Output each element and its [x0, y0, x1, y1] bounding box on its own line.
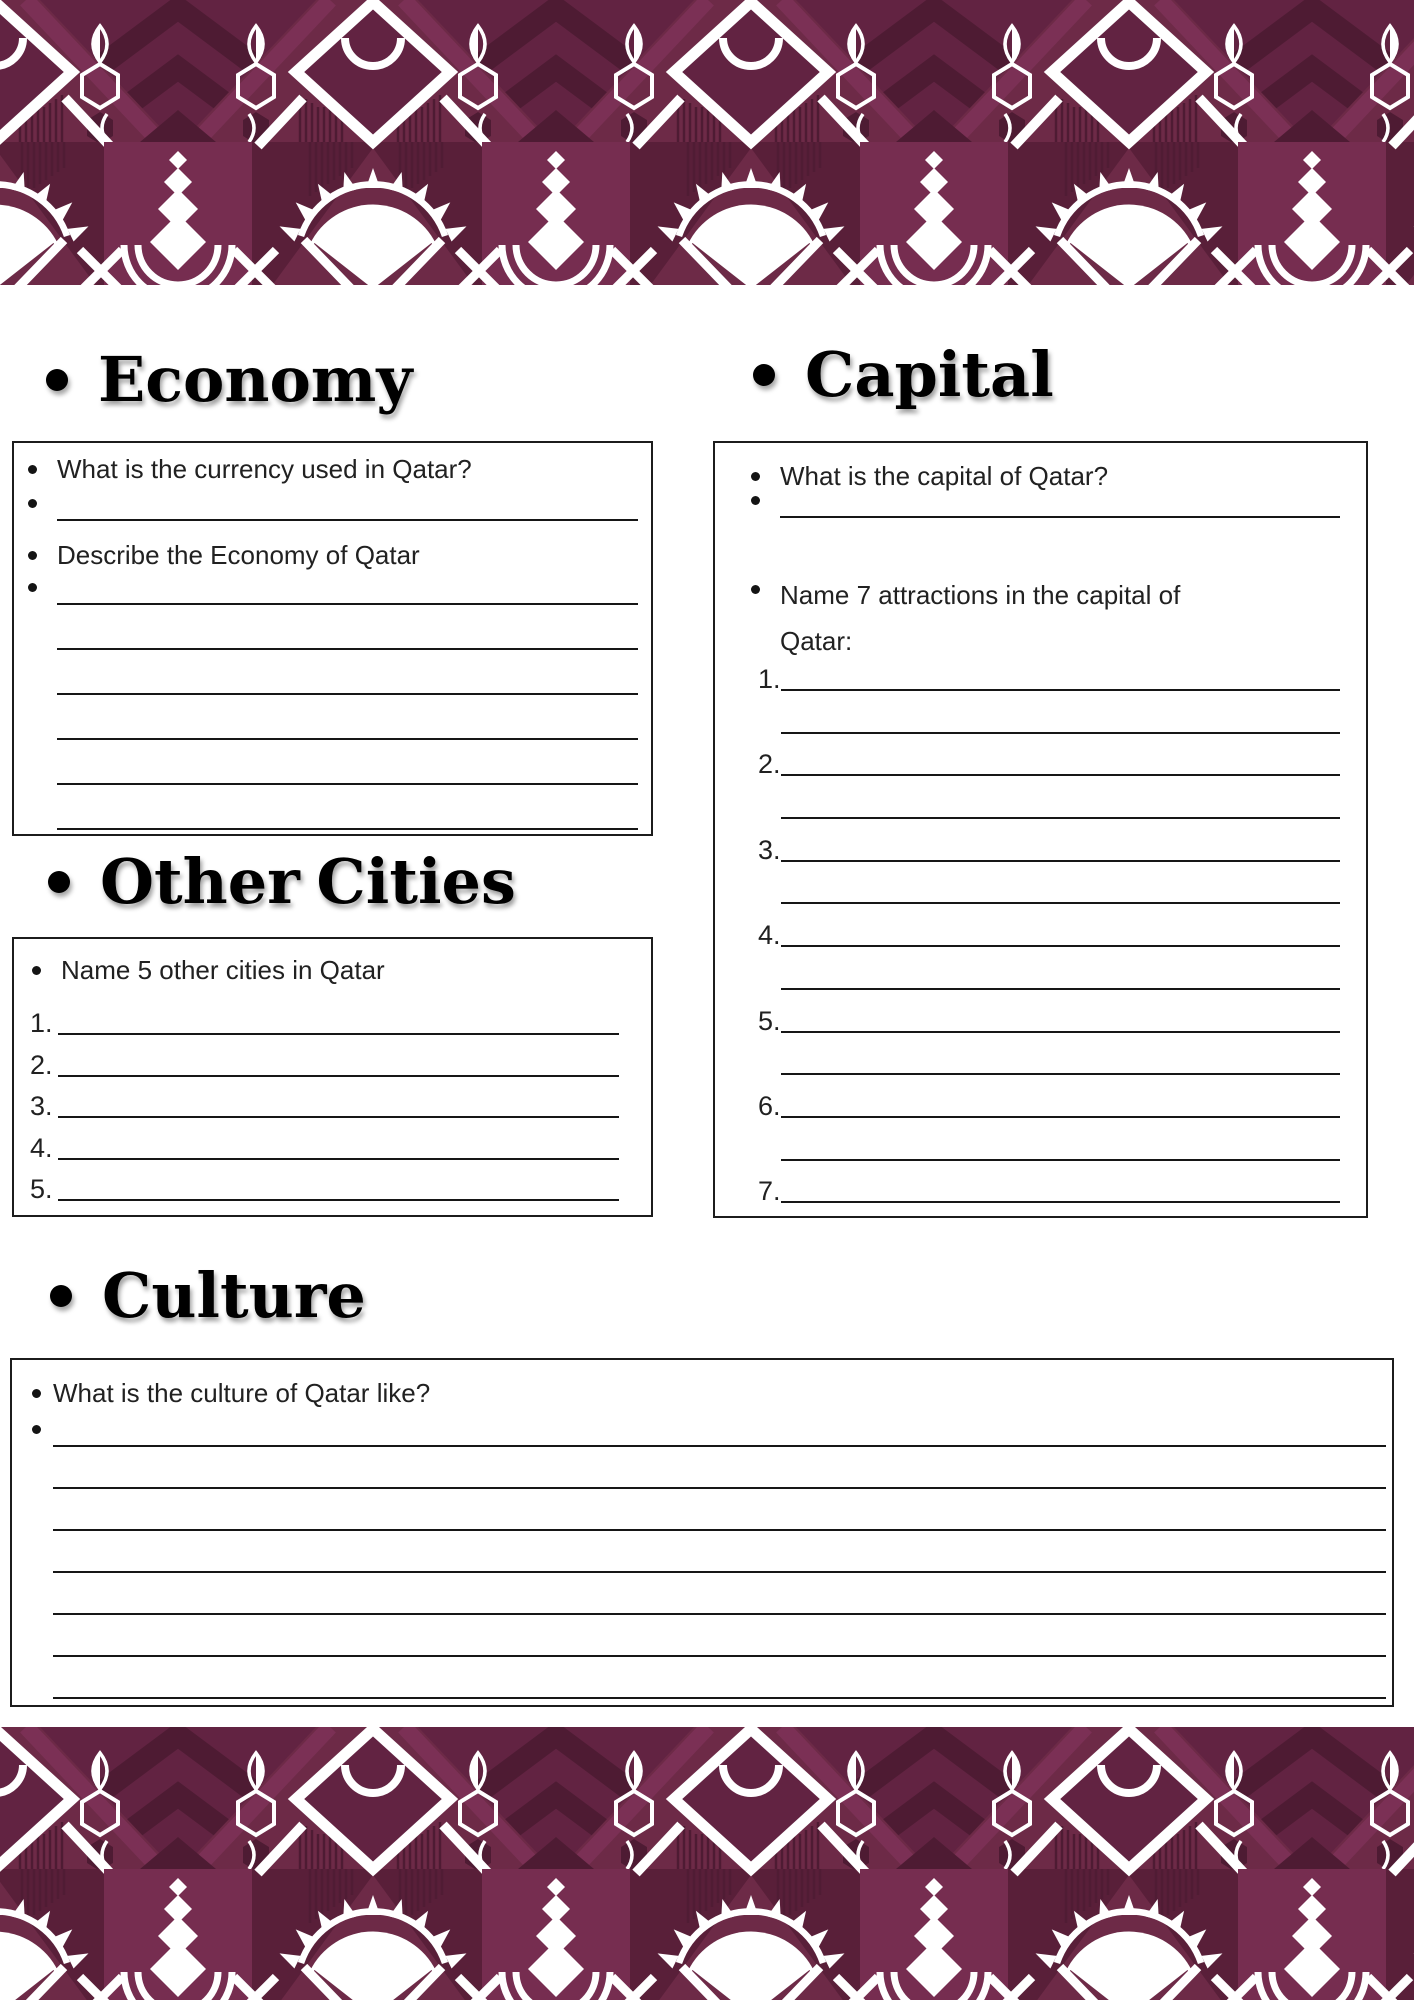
- heading-bullet-icon: [46, 369, 68, 391]
- answer-line: [57, 740, 638, 785]
- bullet-icon: [28, 499, 37, 508]
- bullet-icon: [751, 585, 760, 594]
- city-item-row: [28, 1035, 619, 1080]
- spacer: [741, 518, 1340, 554]
- economy-heading-text: Economy: [98, 343, 413, 416]
- economy-currency-question: What is the currency used in Qatar?: [28, 452, 638, 486]
- answer-line: [53, 1445, 1386, 1447]
- item-number: 6.: [758, 1090, 781, 1121]
- heading-bullet-icon: [753, 364, 775, 386]
- answer-line: [58, 1199, 619, 1201]
- culture-heading-text: Culture: [102, 1259, 366, 1332]
- attraction-item-row: [741, 819, 1340, 865]
- capital-heading-text: Capital: [805, 338, 1054, 411]
- city-item-row: [28, 1160, 619, 1202]
- item-number: 2.: [758, 749, 781, 780]
- item-number: 5.: [758, 1005, 781, 1036]
- bullet-icon: [28, 551, 37, 560]
- answer-blank-row: [28, 486, 638, 521]
- city-item-row: [28, 1077, 619, 1119]
- continuation-line-row: [741, 1118, 1340, 1161]
- city-item-row: [28, 995, 619, 1038]
- continuation-line-row: [741, 776, 1340, 819]
- answer-line: [53, 1531, 1386, 1573]
- attraction-item-row: [741, 734, 1340, 780]
- economy-box: [12, 441, 653, 836]
- capital-box: [713, 441, 1368, 1218]
- answer-line: [53, 1615, 1386, 1657]
- item-number: 4.: [30, 1132, 53, 1163]
- city-item-row: [28, 1118, 619, 1163]
- answer-blank-row: [28, 572, 638, 605]
- bullet-icon: [28, 583, 37, 592]
- answer-blank-row: [741, 493, 1340, 518]
- item-number: 3.: [758, 834, 781, 865]
- attraction-item-row: [741, 1161, 1340, 1207]
- item-number: 1.: [30, 1008, 53, 1038]
- other-cities-heading: [48, 842, 516, 922]
- heading-bullet-icon: [48, 871, 70, 893]
- bullet-icon: [32, 966, 41, 975]
- answer-line: [53, 1489, 1386, 1531]
- continuation-line-row: [741, 691, 1340, 734]
- bullet-icon: [751, 472, 760, 481]
- answer-line: [57, 605, 638, 650]
- answer-line: [57, 650, 638, 695]
- item-number: 7.: [758, 1176, 781, 1207]
- bullet-icon: [28, 465, 37, 474]
- answer-line: [53, 1657, 1386, 1699]
- answer-line: [780, 516, 1340, 518]
- item-number: 2.: [30, 1049, 53, 1080]
- answer-line: [781, 1201, 1340, 1203]
- capital-attractions-question: Name 7 attractions in the capital of Qatar:: [741, 572, 1340, 664]
- bullet-icon: [751, 496, 760, 505]
- continuation-line-row: [741, 947, 1340, 990]
- continuation-line-row: [741, 862, 1340, 905]
- item-number: 1.: [758, 664, 781, 694]
- item-number: 3.: [30, 1091, 53, 1121]
- other-cities-box: [12, 937, 653, 1217]
- answer-line: [57, 785, 638, 830]
- culture-heading: [50, 1256, 366, 1336]
- answer-line: [53, 1573, 1386, 1615]
- attraction-item-row: [741, 664, 1340, 694]
- attraction-item-row: [741, 904, 1340, 951]
- item-number: 4.: [758, 920, 781, 951]
- answer-line: [53, 1447, 1386, 1489]
- decorative-border-bottom: [0, 1727, 1414, 2000]
- attraction-item-row: [741, 1075, 1340, 1121]
- item-number: 5.: [30, 1174, 53, 1204]
- attraction-item-row: [741, 990, 1340, 1036]
- answer-line: [57, 603, 638, 605]
- other-cities-heading-text: Other Cities: [100, 845, 516, 918]
- capital-question: What is the capital of Qatar?: [741, 459, 1340, 493]
- culture-box: [10, 1358, 1394, 1707]
- heading-bullet-icon: [50, 1285, 72, 1307]
- answer-blank-row: [28, 1410, 1386, 1447]
- economy-heading: [46, 340, 412, 420]
- answer-line: [57, 695, 638, 740]
- bullet-icon: [32, 1425, 41, 1434]
- other-cities-question: Name 5 other cities in Qatar: [28, 953, 619, 987]
- decorative-border-top: [0, 0, 1414, 285]
- culture-question: What is the culture of Qatar like?: [28, 1376, 1386, 1410]
- economy-describe-question: Describe the Economy of Qatar: [28, 538, 638, 572]
- continuation-line-row: [741, 1033, 1340, 1076]
- capital-heading: [753, 335, 1054, 415]
- bullet-icon: [32, 1389, 41, 1398]
- answer-line: [57, 519, 638, 521]
